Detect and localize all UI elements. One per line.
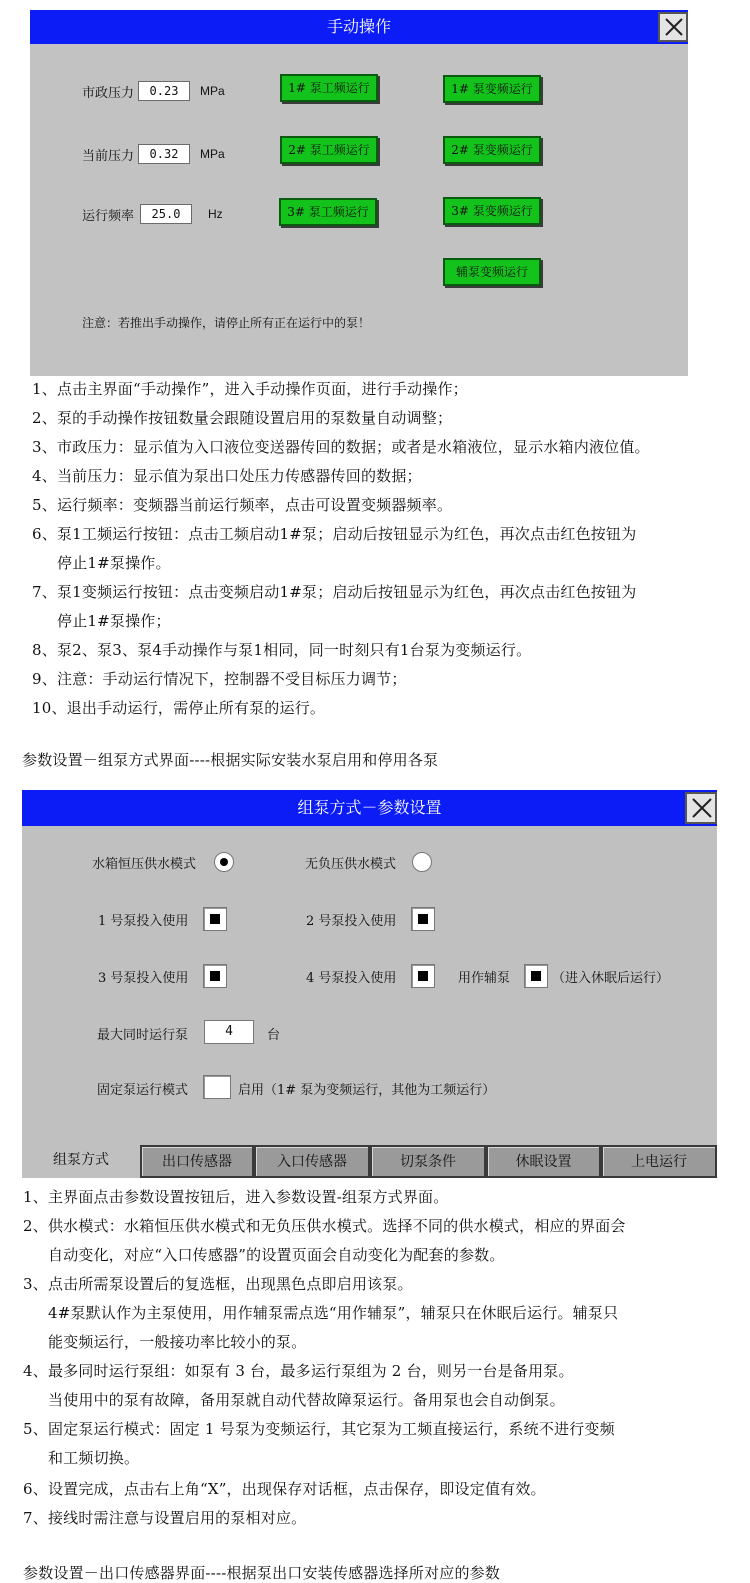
group-note-7: 7、接线时需注意与设置启用的泵相对应。 — [23, 1509, 307, 1527]
tab-outlet-sensor[interactable]: 出口传感器 — [140, 1145, 254, 1178]
pump-group-dialog — [22, 790, 717, 1178]
manual-note-9: 9、注意：手动运行情况下，控制器不受目标压力调节； — [32, 670, 407, 688]
group-note-3-cont-a: 4#泵默认作为主泵使用，用作辅泵需点选“用作辅泵”，辅泵只在休眠后运行。辅泵只 — [48, 1304, 619, 1322]
manual-note-2: 2、泵的手动操作按钮数量会跟随设置启用的泵数量自动调整； — [32, 409, 453, 427]
manual-note-5: 5、运行频率：变频器当前运行频率，点击可设置变频器频率。 — [32, 496, 453, 514]
manual-dialog-titlebar — [30, 10, 688, 44]
fixed-pump-mode-note: 启用（1# 泵为变频运行，其他为工频运行） — [238, 1083, 496, 1098]
max-concurrent-unit: 台 — [267, 1028, 281, 1043]
group-note-3: 3、点击所需泵设置后的复选框，出现黑色点即启用该泵。 — [23, 1275, 413, 1293]
fixed-pump-mode-checkbox[interactable] — [203, 1075, 231, 1099]
non-negative-pressure-mode-label: 无负压供水模式 — [305, 857, 397, 872]
max-concurrent-pumps-input[interactable]: 4 — [204, 1020, 254, 1044]
non-negative-mode-radio[interactable] — [412, 852, 432, 872]
pump4-enable-label: 4 号泵投入使用 — [306, 971, 397, 986]
close-icon — [691, 797, 713, 819]
section-heading-outlet-sensor: 参数设置－出口传感器界面----根据泵出口安装传感器选择所对应的参数 — [23, 1564, 501, 1582]
settings-tab-bar — [22, 1145, 717, 1178]
manual-note-10: 10、退出手动运行，需停止所有泵的运行。 — [32, 699, 326, 717]
manual-note-1: 1、点击主界面“手动操作”，进入手动操作页面，进行手动操作； — [32, 380, 468, 398]
municipal-pressure-unit: MPa — [200, 84, 225, 98]
municipal-pressure-value: 0.23 — [138, 81, 190, 101]
group-note-4-cont: 当使用中的泵有故障，备用泵就自动代替故障泵运行。备用泵也会自动倒泵。 — [48, 1391, 565, 1409]
radio-selected-dot — [220, 858, 228, 866]
pump3-enable-checkbox[interactable] — [203, 964, 227, 988]
group-note-1: 1、主界面点击参数设置按钮后，进入参数设置-组泵方式界面。 — [23, 1188, 449, 1206]
pump1-enable-label: 1 号泵投入使用 — [98, 914, 189, 929]
group-dialog-title: 组泵方式－参数设置 — [297, 798, 442, 817]
manual-note-7-cont: 停止1#泵操作； — [57, 612, 171, 630]
pump3-power-frequency-button[interactable]: 3# 泵工频运行 — [279, 198, 377, 226]
manual-note-6: 6、泵1工频运行按钮：点击工频启动1#泵；启动后按钮显示为红色，再次点击红色按钮为 — [32, 525, 637, 543]
tab-inlet-sensor[interactable]: 入口传感器 — [254, 1145, 370, 1178]
group-note-5: 5、固定泵运行模式：固定 1 号泵为变频运行，其它泵为工频直接运行，系统不进行变频 — [23, 1420, 615, 1438]
pump1-enable-checkbox[interactable] — [203, 907, 227, 931]
pump2-variable-frequency-button[interactable]: 2# 泵变频运行 — [443, 136, 541, 164]
section-heading-pump-group: 参数设置－组泵方式界面----根据实际安装水泵启用和停用各泵 — [22, 751, 439, 769]
run-frequency-input[interactable]: 25.0 — [140, 204, 192, 224]
pump1-power-frequency-button[interactable]: 1# 泵工频运行 — [280, 74, 378, 102]
group-note-6: 6、设置完成，点击右上角“X”，出现保存对话框，点击保存，即设定值有效。 — [23, 1480, 546, 1498]
pump2-enable-checkbox[interactable] — [411, 907, 435, 931]
municipal-pressure-label: 市政压力 — [82, 86, 135, 101]
tab-switch-conditions[interactable]: 切泵条件 — [370, 1145, 486, 1178]
manual-warning-note: 注意：若推出手动操作，请停止所有正在运行中的泵！ — [82, 316, 371, 330]
pump2-power-frequency-button[interactable]: 2# 泵工频运行 — [280, 136, 378, 164]
aux-pump-checkbox[interactable] — [524, 964, 548, 988]
group-dialog-titlebar — [22, 790, 717, 826]
manual-note-4: 4、当前压力：显示值为泵出口处压力传感器传回的数据； — [32, 467, 422, 485]
current-pressure-value: 0.32 — [138, 144, 190, 164]
fixed-pump-mode-label: 固定泵运行模式 — [97, 1083, 189, 1098]
close-icon — [664, 17, 684, 37]
aux-pump-variable-frequency-button[interactable]: 辅泵变频运行 — [443, 258, 541, 286]
manual-note-8: 8、泵2、泵3、泵4手动操作与泵1相同，同一时刻只有1台泵为变频运行。 — [32, 641, 532, 659]
manual-operation-dialog — [30, 10, 688, 376]
tab-pump-group[interactable]: 组泵方式 — [22, 1145, 140, 1178]
pump3-variable-frequency-button[interactable]: 3# 泵变频运行 — [443, 197, 541, 225]
tank-mode-radio[interactable] — [214, 852, 234, 872]
max-concurrent-pumps-label: 最大同时运行泵 — [97, 1028, 189, 1043]
manual-dialog-title: 手动操作 — [326, 17, 391, 36]
pump1-variable-frequency-button[interactable]: 1# 泵变频运行 — [443, 75, 541, 103]
pump3-enable-label: 3 号泵投入使用 — [98, 971, 189, 986]
group-dialog-close-button[interactable] — [685, 792, 717, 824]
group-note-2-cont: 自动变化，对应“入口传感器”的设置页面会自动变化为配套的参数。 — [48, 1246, 505, 1264]
aux-pump-label: 用作辅泵 — [458, 971, 511, 986]
group-note-2: 2、供水模式：水箱恒压供水模式和无负压供水模式。选择不同的供水模式，相应的界面会 — [23, 1217, 626, 1235]
manual-note-6-cont: 停止1#泵操作。 — [57, 554, 171, 572]
tab-power-on-run[interactable]: 上电运行 — [601, 1145, 717, 1178]
run-frequency-unit: Hz — [208, 207, 223, 221]
manual-note-7: 7、泵1变频运行按钮：点击变频启动1#泵；启动后按钮显示为红色，再次点击红色按钮为 — [32, 583, 637, 601]
tank-constant-pressure-mode-label: 水箱恒压供水模式 — [92, 857, 197, 872]
pump2-enable-label: 2 号泵投入使用 — [306, 914, 397, 929]
manual-dialog-close-button[interactable] — [658, 12, 688, 42]
pump4-enable-checkbox[interactable] — [411, 964, 435, 988]
group-note-5-cont: 和工频切换。 — [48, 1449, 140, 1467]
manual-note-3: 3、市政压力：显示值为入口液位变送器传回的数据；或者是水箱液位，显示水箱内液位值。 — [32, 438, 650, 456]
group-note-3-cont-b: 能变频运行，一般接功率比较小的泵。 — [48, 1333, 307, 1351]
group-note-4: 4、最多同时运行泵组：如泵有 3 台，最多运行泵组为 2 台，则另一台是备用泵。 — [23, 1362, 574, 1380]
tab-sleep-settings[interactable]: 休眠设置 — [486, 1145, 601, 1178]
run-frequency-label: 运行频率 — [82, 209, 135, 224]
aux-pump-note: （进入休眠后运行） — [552, 971, 670, 986]
current-pressure-label: 当前压力 — [82, 149, 135, 164]
current-pressure-unit: MPa — [200, 147, 225, 161]
